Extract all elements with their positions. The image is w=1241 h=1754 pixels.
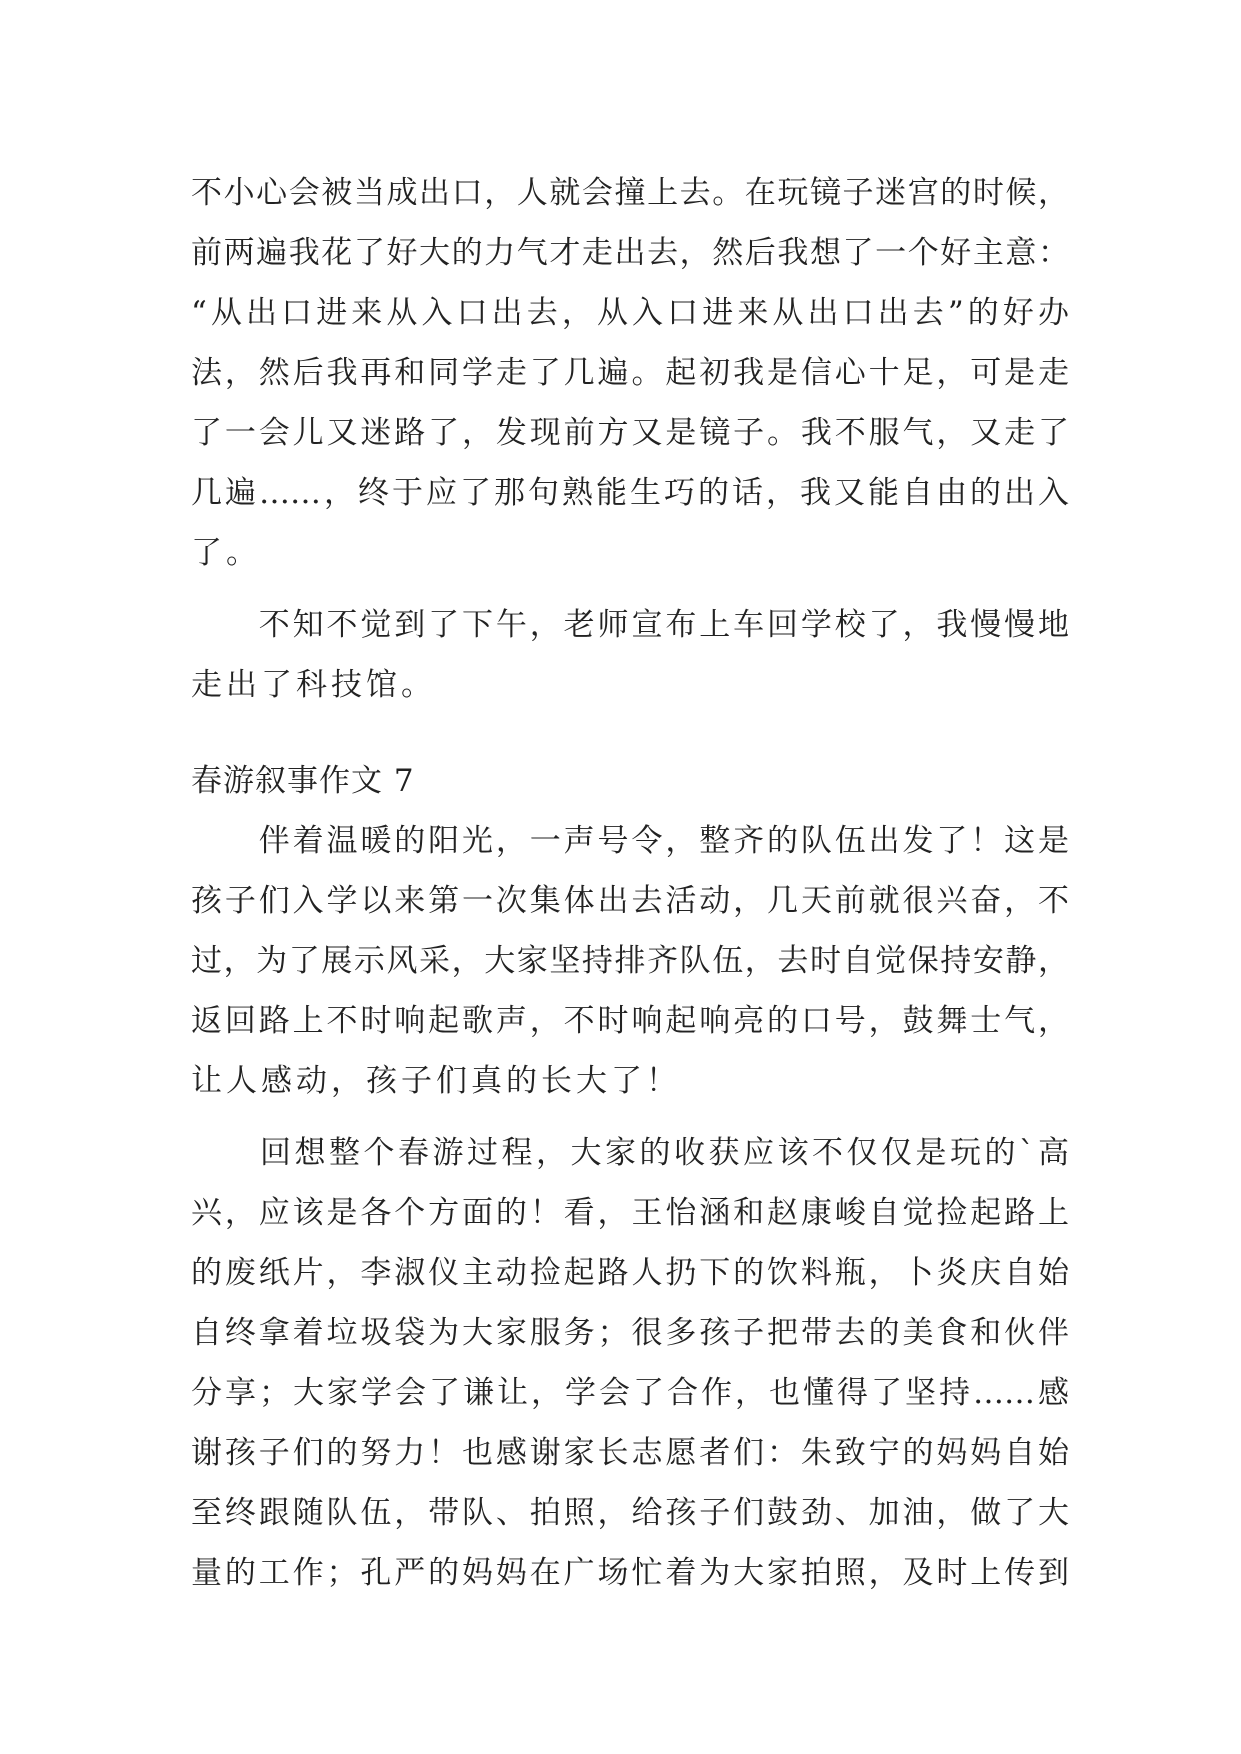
text-line: 不小心会被当成出口，人就会撞上去。在玩镜子迷宫的时候，: [191, 175, 1069, 211]
text-line: “从出口进来从入口出去，从入口进来从出口出去”的好办: [191, 295, 1069, 331]
text-line: 返回路上不时响起歌声，不时响起响亮的口号，鼓舞士气，: [191, 1003, 1069, 1039]
text-line: 自终拿着垃圾袋为大家服务；很多孩子把带去的美食和伙伴: [191, 1315, 1069, 1351]
text-line: 量的工作；孔严的妈妈在广场忙着为大家拍照，及时上传到: [191, 1555, 1069, 1591]
spacer: [191, 1111, 1069, 1123]
text-line: 孩子们入学以来第一次集体出去活动，几天前就很兴奋，不: [191, 883, 1069, 919]
text-line: 前两遍我花了好大的力气才走出去，然后我想了一个好主意：: [191, 235, 1069, 271]
document-page: [191, 163, 1069, 1603]
spacer: [191, 715, 1069, 751]
text-line: 过，为了展示风采，大家坚持排齐队伍，去时自觉保持安静，: [191, 943, 1069, 979]
text-line: 分享；大家学会了谦让，学会了合作，也懂得了坚持……感: [191, 1375, 1069, 1411]
text-line: 走出了科技馆。: [191, 667, 436, 703]
text-line: 回想整个春游过程，大家的收获应该不仅仅是玩的`高: [191, 1135, 1069, 1171]
text-line: 不知不觉到了下午，老师宣布上车回学校了，我慢慢地: [191, 607, 1069, 643]
text-line: 让人感动，孩子们真的长大了！: [191, 1063, 681, 1099]
text-line: 法，然后我再和同学走了几遍。起初我是信心十足，可是走: [191, 355, 1069, 391]
text-line: 兴，应该是各个方面的！看，王怡涵和赵康峻自觉捡起路上: [191, 1195, 1069, 1231]
text-line: 了。: [191, 535, 261, 571]
section-heading: 春游叙事作文 7: [191, 763, 415, 799]
text-line: 几遍……，终于应了那句熟能生巧的话，我又能自由的出入: [191, 475, 1069, 511]
paragraph: [191, 811, 1069, 1111]
text-line: 伴着温暖的阳光，一声号令，整齐的队伍出发了！这是: [191, 823, 1069, 859]
text-line: 了一会儿又迷路了，发现前方又是镜子。我不服气，又走了: [191, 415, 1069, 451]
paragraph: [191, 595, 1069, 715]
text-line: 谢孩子们的努力！也感谢家长志愿者们：朱致宁的妈妈自始: [191, 1435, 1069, 1471]
text-line: 的废纸片，李淑仪主动捡起路人扔下的饮料瓶，卜炎庆自始: [191, 1255, 1069, 1291]
paragraph: [191, 163, 1069, 583]
paragraph: [191, 1123, 1069, 1603]
text-line: 至终跟随队伍，带队、拍照，给孩子们鼓劲、加油，做了大: [191, 1495, 1069, 1531]
spacer: [191, 583, 1069, 595]
